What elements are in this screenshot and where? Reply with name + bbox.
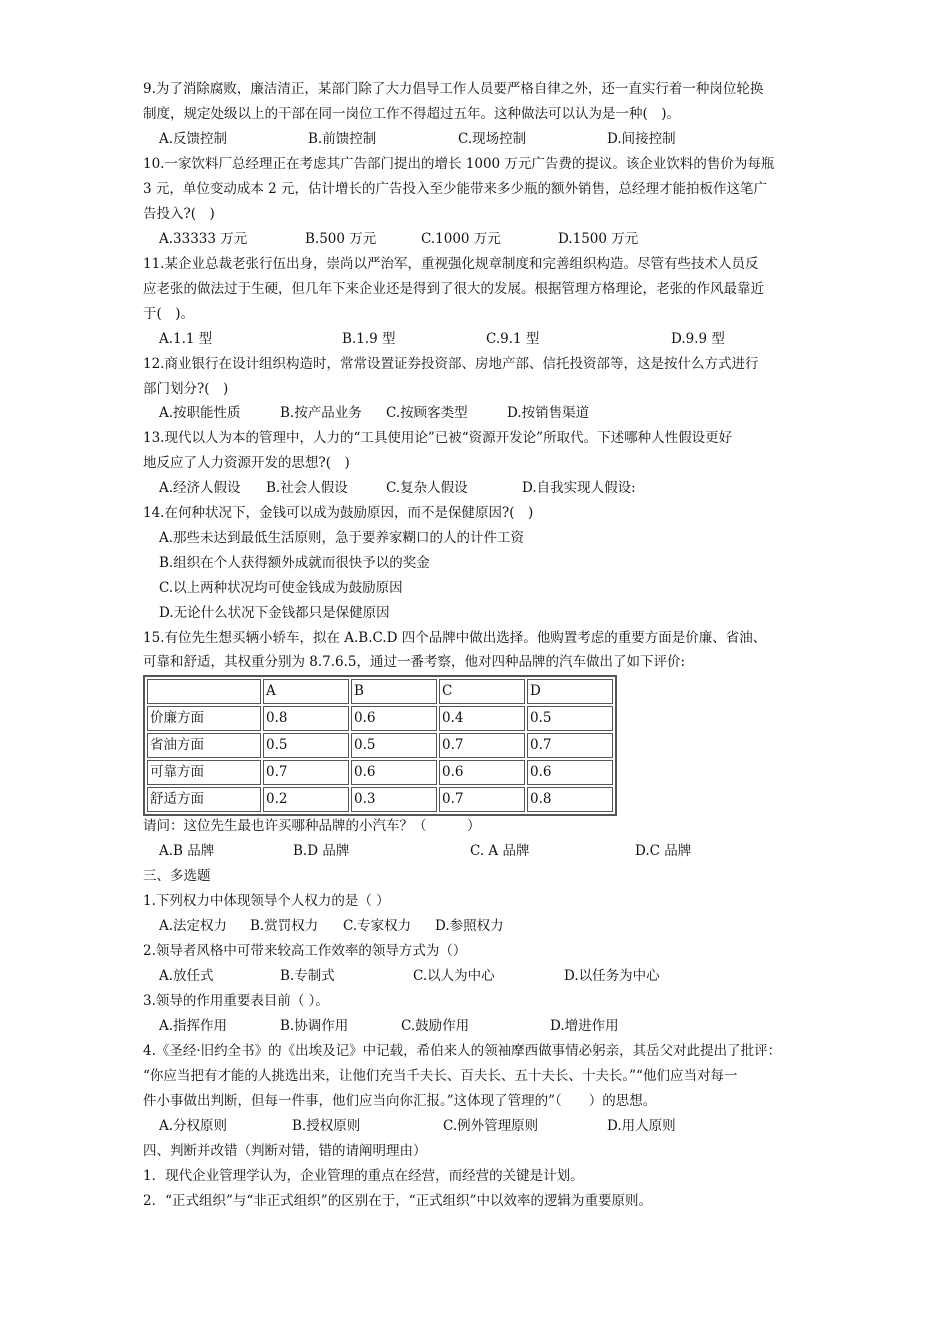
m1-option-b: B.赏罚权力 xyxy=(250,918,319,934)
q13-text-line-1: 13.现代以人为本的管理中，人力的“工具使用论”已被“资源开发论”所取代。下述哪种人性假设更好 xyxy=(143,430,733,446)
q13-option-a: A.经济人假设 xyxy=(159,480,241,496)
table-cell: 0.4 xyxy=(439,706,525,731)
q12-option-a: A.按职能性质 xyxy=(159,405,241,421)
judgement-item-2: 2．“正式组织”与“非正式组织”的区别在于，“正式组织”中以效率的逻辑为重要原则。 xyxy=(143,1193,652,1209)
table-cell: 0.6 xyxy=(527,760,613,785)
m3-option-b: B.协调作用 xyxy=(280,1018,349,1034)
q9-text-line-2: 制度，规定处级以上的干部在同一岗位工作不得超过五年。这种做法可以认为是一种( )。 xyxy=(143,106,681,122)
q11-text-line-1: 11.某企业总裁老张行伍出身，崇尚以严治军，重视强化规章制度和完善组织构造。尽管有些技术人员反 xyxy=(143,256,759,272)
m4-text-line-3: 件小事做出判断，但每一件事，他们应当向你汇报。”这体现了管理的”（ ）的思想。 xyxy=(143,1093,657,1109)
m1-option-d: D.参照权力 xyxy=(435,918,504,934)
m3-text-line-1: 3.领导的作用重要表目前（ ）。 xyxy=(143,993,329,1009)
table-cell: 省油方面 xyxy=(147,733,261,758)
table-cell: 0.3 xyxy=(351,787,437,812)
table-cell: 可靠方面 xyxy=(147,760,261,785)
m4-text-line-1: 4.《圣经·旧约全书》的《出埃及记》中记载，希伯来人的领袖摩西做事情必躬亲，其岳父对此提出了批评： xyxy=(143,1043,782,1059)
q11-option-a: A.1.1 型 xyxy=(159,331,213,347)
table-header-cell: A xyxy=(263,679,349,704)
table-header-cell: B xyxy=(351,679,437,704)
judgement-item-1: 1．现代企业管理学认为，企业管理的重点在经营，而经营的关键是计划。 xyxy=(143,1168,584,1184)
q15-question: 请问：这位先生最也许买哪种品牌的小汽车？（ ） xyxy=(143,818,481,834)
q10-option-a: A.33333 万元 xyxy=(159,231,248,247)
q15-option-c: C. A 品牌 xyxy=(470,843,530,859)
q11-text-line-2: 应老张的做法过于生硬，但几年下来企业还是得到了很大的发展。根据管理方格理论，老张的作风最靠近 xyxy=(143,281,764,297)
table-cell: 0.7 xyxy=(527,733,613,758)
table-header-row xyxy=(147,679,613,704)
q11-text-line-3: 于( )。 xyxy=(143,306,195,322)
table-header-cell xyxy=(147,679,261,704)
table-row xyxy=(147,733,613,758)
q10-option-c: C.1000 万元 xyxy=(421,231,501,247)
q12-text-line-1: 12.商业银行在设计组织构造时，常常设置证券投资部、房地产部、信托投资部等，这是按什么方式进行 xyxy=(143,356,759,372)
q15-text-line-1: 15.有位先生想买辆小轿车，拟在 A.B.C.D 四个品牌中做出选择。他购置考虑的重要方面是价廉、省油、 xyxy=(143,630,767,646)
q12-option-b: B.按产品业务 xyxy=(280,405,362,421)
table-cell: 0.7 xyxy=(439,787,525,812)
q14-option-b: B.组织在个人获得额外成就而很快予以的奖金 xyxy=(159,555,430,571)
table-row xyxy=(147,787,613,812)
q14-text-line-1: 14.在何种状况下，金钱可以成为鼓励原因，而不是保健原因?( ) xyxy=(143,505,534,521)
table-row xyxy=(147,706,613,731)
q15-option-d: D.C 品牌 xyxy=(635,843,692,859)
m1-text-line-1: 1.下列权力中体现领导个人权力的是（ ） xyxy=(143,893,390,909)
table-cell: 舒适方面 xyxy=(147,787,261,812)
q12-option-c: C.按顾客类型 xyxy=(386,405,468,421)
m1-option-a: A.法定权力 xyxy=(159,918,228,934)
table-cell: 0.7 xyxy=(263,760,349,785)
table-cell: 0.2 xyxy=(263,787,349,812)
q11-option-d: D.9.9 型 xyxy=(671,331,725,347)
q9-option-b: B.前馈控制 xyxy=(308,131,377,147)
table-header-cell: D xyxy=(527,679,613,704)
table-cell: 0.6 xyxy=(351,706,437,731)
q12-text-line-2: 部门划分?( ) xyxy=(143,381,229,397)
q14-option-c: C.以上两种状况均可使金钱成为鼓励原因 xyxy=(159,580,403,596)
q11-option-c: C.9.1 型 xyxy=(486,331,540,347)
table-cell: 0.6 xyxy=(351,760,437,785)
table-cell: 0.5 xyxy=(527,706,613,731)
q9-text-line-1: 9.为了消除腐败，廉洁清正，某部门除了大力倡导工作人员要严格自律之外，还一直实行着一种岗位轮换 xyxy=(143,81,764,97)
section-3-title: 三、多选题 xyxy=(143,868,211,884)
m2-option-b: B.专制式 xyxy=(280,968,335,984)
m4-text-line-2: “你应当把有才能的人挑选出来，让他们充当千夫长、百夫长、五十夫长、十夫长。”“他们应当对每一 xyxy=(143,1068,738,1084)
q12-option-d: D.按销售渠道 xyxy=(507,405,590,421)
brand-evaluation-table xyxy=(143,675,617,816)
q13-option-b: B.社会人假设 xyxy=(266,480,348,496)
table-cell: 0.8 xyxy=(527,787,613,812)
q15-option-a: A.B 品牌 xyxy=(159,843,215,859)
m3-option-c: C.鼓励作用 xyxy=(401,1018,470,1034)
table-cell: 0.5 xyxy=(263,733,349,758)
q9-option-a: A.反馈控制 xyxy=(159,131,228,147)
m4-option-c: C.例外管理原则 xyxy=(443,1118,539,1134)
table-cell: 价廉方面 xyxy=(147,706,261,731)
m1-option-c: C.专家权力 xyxy=(343,918,412,934)
m3-option-d: D.增进作用 xyxy=(550,1018,619,1034)
q15-option-b: B.D 品牌 xyxy=(293,843,350,859)
q13-option-c: C.复杂人假设 xyxy=(386,480,468,496)
q14-option-a: A.那些未达到最低生活原则，急于要养家糊口的人的计件工资 xyxy=(159,530,525,546)
m3-option-a: A.指挥作用 xyxy=(159,1018,228,1034)
table-cell: 0.8 xyxy=(263,706,349,731)
table-header-cell: C xyxy=(439,679,525,704)
m4-option-a: A.分权原则 xyxy=(159,1118,228,1134)
q10-text-line-1: 10.一家饮料厂总经理正在考虑其广告部门提出的增长 1000 万元广告费的提议。该企业饮料的售价为每瓶 xyxy=(143,156,775,172)
m4-option-d: D.用人原则 xyxy=(607,1118,676,1134)
m2-option-d: D.以任务为中心 xyxy=(564,968,660,984)
q9-option-d: D.间接控制 xyxy=(607,131,676,147)
m2-option-a: A.放任式 xyxy=(159,968,214,984)
q13-text-line-2: 地反应了人力资源开发的思想?( ) xyxy=(143,455,350,471)
q13-option-d: D.自我实现人假设: xyxy=(522,480,636,496)
table-cell: 0.7 xyxy=(439,733,525,758)
table-cell: 0.5 xyxy=(351,733,437,758)
q10-option-b: B.500 万元 xyxy=(305,231,377,247)
table-row xyxy=(147,760,613,785)
q11-option-b: B.1.9 型 xyxy=(342,331,396,347)
q14-option-d: D.无论什么状况下金钱都只是保健原因 xyxy=(159,605,390,621)
q10-text-line-2: 3 元，单位变动成本 2 元，估计增长的广告投入至少能带来多少瓶的额外销售，总经理才能拍板作这笔广 xyxy=(143,181,768,197)
table-cell: 0.6 xyxy=(439,760,525,785)
q15-text-line-2: 可靠和舒适，其权重分别为 8.7.6.5，通过一番考察，他对四种品牌的汽车做出了如下评价: xyxy=(143,654,686,670)
m2-text-line-1: 2.领导者风格中可带来较高工作效率的领导方式为（） xyxy=(143,943,467,959)
q10-text-line-3: 告投入?( ) xyxy=(143,206,215,222)
section-4-title: 四、判断并改错（判断对错，错的请阐明理由） xyxy=(143,1143,427,1159)
q9-option-c: C.现场控制 xyxy=(458,131,527,147)
m4-option-b: B.授权原则 xyxy=(292,1118,361,1134)
q10-option-d: D.1500 万元 xyxy=(558,231,639,247)
m2-option-c: C.以人为中心 xyxy=(413,968,495,984)
